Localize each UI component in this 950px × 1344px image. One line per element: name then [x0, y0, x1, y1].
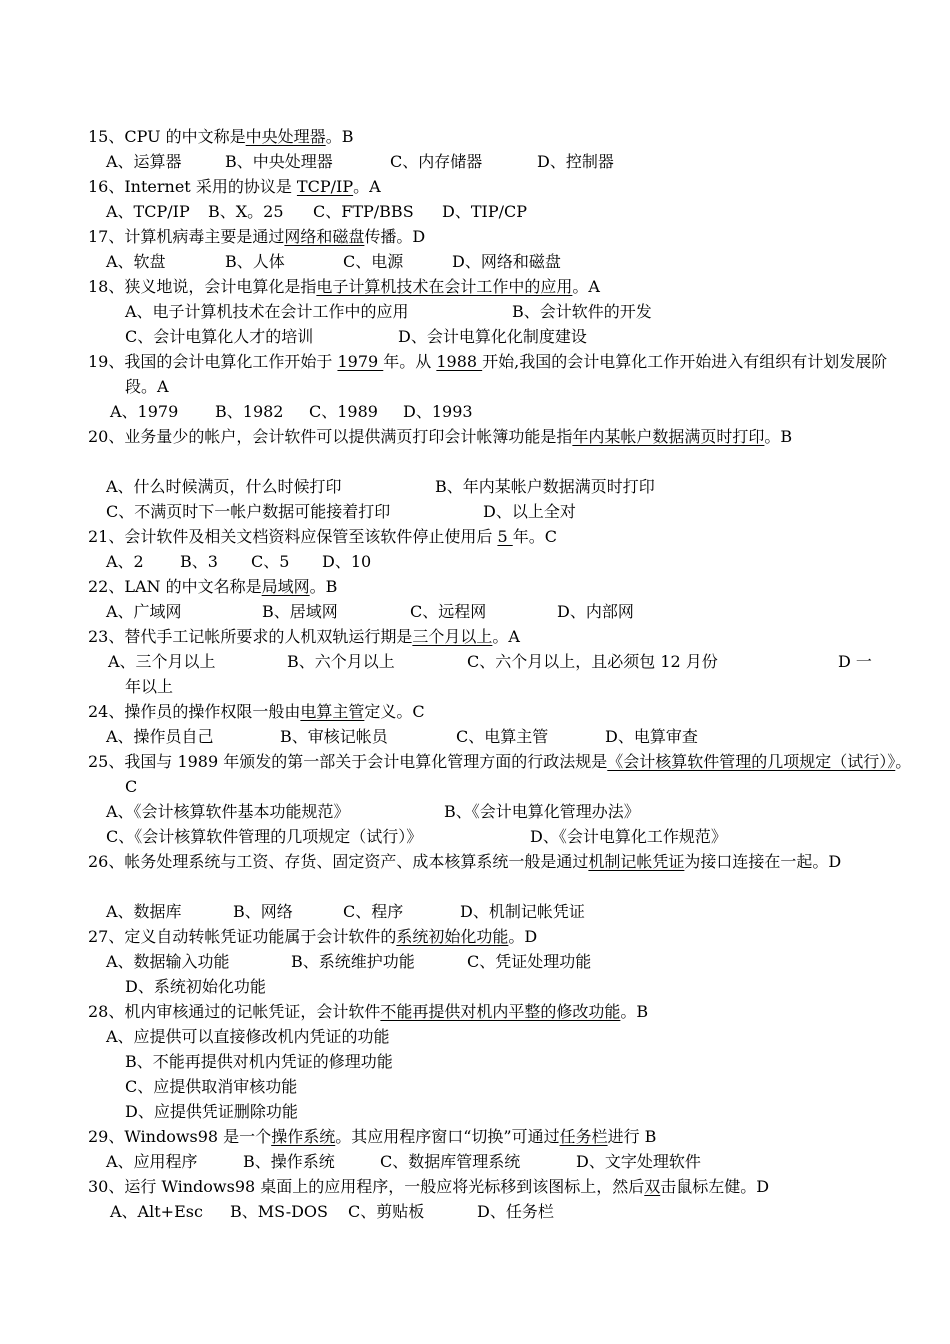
question-19 [88, 349, 915, 399]
option-d: D、电算审查 [605, 727, 698, 746]
answer-underline: 操作系统 [271, 1127, 336, 1146]
option-d: D、内部网 [557, 602, 634, 621]
question-18 [88, 274, 878, 299]
answer-key: 定义。C [364, 702, 425, 721]
option-a: A、三个月以上 [108, 652, 216, 671]
answer-underline: TCP/IP [296, 177, 354, 196]
option-c: C、《会计核算软件管理的几项规定（试行）》 [106, 827, 423, 846]
option-c: C、电算主管 [456, 727, 549, 746]
question-text: 20、业务量少的帐户，会计软件可以提供满页打印会计帐簿功能是指 [88, 427, 573, 446]
option-d: D、TIP/CP [442, 202, 527, 221]
option-a: A、什么时候满页，什么时候打印 [106, 477, 342, 496]
option-b: B、年内某帐户数据满页时打印 [435, 477, 655, 496]
answer-key: 年。C [512, 527, 557, 546]
option-a: A、《会计核算软件基本功能规范》 [106, 802, 350, 821]
option-a: A、2 [106, 552, 144, 571]
answer-key: 传播。D [364, 227, 426, 246]
option-d-continued: 年以上 [125, 677, 174, 696]
question-text: 年。从 [383, 352, 437, 371]
answer-underline: 1988 [436, 352, 483, 371]
option-c: C、内存储器 [390, 152, 483, 171]
question-22 [88, 574, 878, 599]
option-b: B、操作系统 [243, 1152, 335, 1171]
option-c: C、凭证处理功能 [467, 952, 592, 971]
question-text: 27、定义自动转帐凭证功能属于会计软件的 [88, 927, 397, 946]
option-a: A、操作员自己 [106, 727, 214, 746]
option-a: A、电子计算机技术在会计工作中的应用 [125, 302, 409, 321]
answer-key: 。B [309, 577, 338, 596]
answer-key: 。C [125, 752, 912, 796]
question-text: 18、狭义地说，会计电算化是指 [88, 277, 317, 296]
answer-underline: 年内某帐户数据满页时打印 [572, 427, 765, 446]
option-b: B、X。25 [208, 202, 284, 221]
question-29 [88, 1124, 878, 1149]
question-text: 19、我国的会计电算化工作开始于 [88, 352, 338, 371]
question-text: 16、Internet 采用的协议是 [88, 177, 297, 196]
option-b: B、3 [180, 552, 218, 571]
question-text: 23、替代手工记帐所要求的人机双轨运行期是 [88, 627, 413, 646]
option-d: D 一 [838, 652, 872, 671]
answer-underline: 中央处理器 [245, 127, 326, 146]
answer-underline: 机制记帐凭证 [588, 852, 685, 871]
answer-key: 击鼠标左健。D [660, 1177, 770, 1196]
question-27 [88, 924, 878, 949]
option-c: C、远程网 [410, 602, 487, 621]
question-17 [88, 224, 878, 249]
option-b: B、MS-DOS [230, 1202, 329, 1221]
question-21 [88, 524, 878, 549]
answer-key: 为接口连接在一起。D [684, 852, 842, 871]
answer-underline: 三个月以上 [412, 627, 493, 646]
option-c: C、六个月以上，且必须包 12 月份 [467, 652, 718, 671]
question-25 [88, 749, 915, 799]
option-a: A、TCP/IP [106, 202, 190, 221]
option-d: D、会计电算化化制度建设 [398, 327, 587, 346]
option-d: D、系统初始化功能 [125, 977, 266, 996]
option-b: B、网络 [233, 902, 293, 921]
answer-key: 。A [572, 277, 600, 296]
answer-underline: 局域网 [261, 577, 310, 596]
option-d: D、文字处理软件 [576, 1152, 701, 1171]
option-a: A、软盘 [106, 252, 166, 271]
option-d: D、控制器 [537, 152, 614, 171]
option-b: B、六个月以上 [287, 652, 395, 671]
option-a: A、广域网 [106, 602, 182, 621]
question-text: 。其应用程序窗口“切换”可通过 [335, 1127, 560, 1146]
option-d: D、10 [322, 552, 372, 571]
option-b: B、会计软件的开发 [512, 302, 652, 321]
answer-key: 。B [620, 1002, 649, 1021]
answer-key: 。B [325, 127, 354, 146]
option-b: B、审核记帐员 [280, 727, 388, 746]
option-d: D、以上全对 [483, 502, 576, 521]
question-16 [88, 174, 878, 199]
question-15 [88, 124, 878, 149]
answer-key: 。B [764, 427, 793, 446]
answer-underline: 电算主管 [300, 702, 365, 721]
option-b: B、1982 [215, 402, 284, 421]
question-text: 29、Windows98 是一个 [88, 1127, 272, 1146]
answer-underline: 5 [497, 527, 513, 546]
option-a: A、运算器 [106, 152, 182, 171]
question-24 [88, 699, 878, 724]
question-text: 24、操作员的操作权限一般由 [88, 702, 301, 721]
answer-key: 。D [508, 927, 538, 946]
option-a: A、应用程序 [106, 1152, 198, 1171]
question-text: 22、LAN 的中文名称是 [88, 577, 262, 596]
option-c: C、应提供取消审核功能 [125, 1077, 298, 1096]
option-a: A、数据库 [106, 902, 182, 921]
answer-underline: 任务栏 [559, 1127, 608, 1146]
answer-underline: 系统初始化功能 [396, 927, 509, 946]
answer-underline: 网络和磁盘 [284, 227, 365, 246]
answer-underline: 《会计核算软件管理的几项规定（试行）》 [607, 752, 896, 771]
question-text: 28、机内审核通过的记帐凭证，会计软件 [88, 1002, 381, 1021]
option-c: C、剪贴板 [348, 1202, 425, 1221]
option-b: B、不能再提供对机内凭证的修理功能 [125, 1052, 393, 1071]
option-d: D、《会计电算化工作规范》 [530, 827, 727, 846]
question-30 [88, 1174, 878, 1199]
question-text: 26、帐务处理系统与工资、存货、固定资产、成本核算系统一般是通过 [88, 852, 589, 871]
option-b: B、《会计电算化管理办法》 [444, 802, 640, 821]
question-28 [88, 999, 878, 1024]
option-c: C、会计电算化人才的培训 [125, 327, 314, 346]
option-d: D、任务栏 [477, 1202, 554, 1221]
option-c: C、FTP/BBS [313, 202, 414, 221]
option-d: D、网络和磁盘 [452, 252, 561, 271]
option-a: A、应提供可以直接修改机内凭证的功能 [106, 1027, 390, 1046]
option-b: B、居域网 [262, 602, 338, 621]
option-c: C、1989 [309, 402, 378, 421]
answer-underline: 1979 [337, 352, 384, 371]
answer-underline: 不能再提供对机内平整的修改功能 [380, 1002, 621, 1021]
answer-key: 。A [353, 177, 381, 196]
option-a: A、数据输入功能 [106, 952, 230, 971]
option-d: D、应提供凭证删除功能 [125, 1102, 298, 1121]
question-text: 17、计算机病毒主要是通过 [88, 227, 285, 246]
question-text: 30、运行 Windows98 桌面上的应用程序，一般应将光标移到该图标上，然后 [88, 1177, 645, 1196]
option-b: B、中央处理器 [225, 152, 333, 171]
option-a: A、Alt+Esc [110, 1202, 203, 1221]
option-c: C、电源 [343, 252, 404, 271]
answer-underline: 双 [644, 1177, 661, 1196]
question-text: 21、会计软件及相关文档资料应保管至该软件停止使用后 [88, 527, 498, 546]
answer-key: 开始,我国的会计电算化工作开始进入有组织有计划发展阶段。A [125, 352, 888, 396]
option-c: C、程序 [343, 902, 404, 921]
option-d: D、1993 [403, 402, 473, 421]
question-text: 25、我国与 1989 年颁发的第一部关于会计电算化管理方面的行政法规是 [88, 752, 608, 771]
question-23 [88, 624, 878, 649]
option-a: A、1979 [110, 402, 179, 421]
option-d: D、机制记帐凭证 [460, 902, 585, 921]
question-26 [88, 849, 915, 874]
option-c: C、不满页时下一帐户数据可能接着打印 [106, 502, 391, 521]
option-c: C、数据库管理系统 [380, 1152, 521, 1171]
answer-underline: 电子计算机技术在会计工作中的应用 [316, 277, 573, 296]
question-text: 15、CPU 的中文称是 [88, 127, 246, 146]
option-c: C、5 [251, 552, 290, 571]
answer-key: 。A [492, 627, 520, 646]
option-b: B、人体 [225, 252, 285, 271]
question-20 [88, 424, 915, 449]
option-b: B、系统维护功能 [291, 952, 415, 971]
answer-key: 进行 B [607, 1127, 657, 1146]
